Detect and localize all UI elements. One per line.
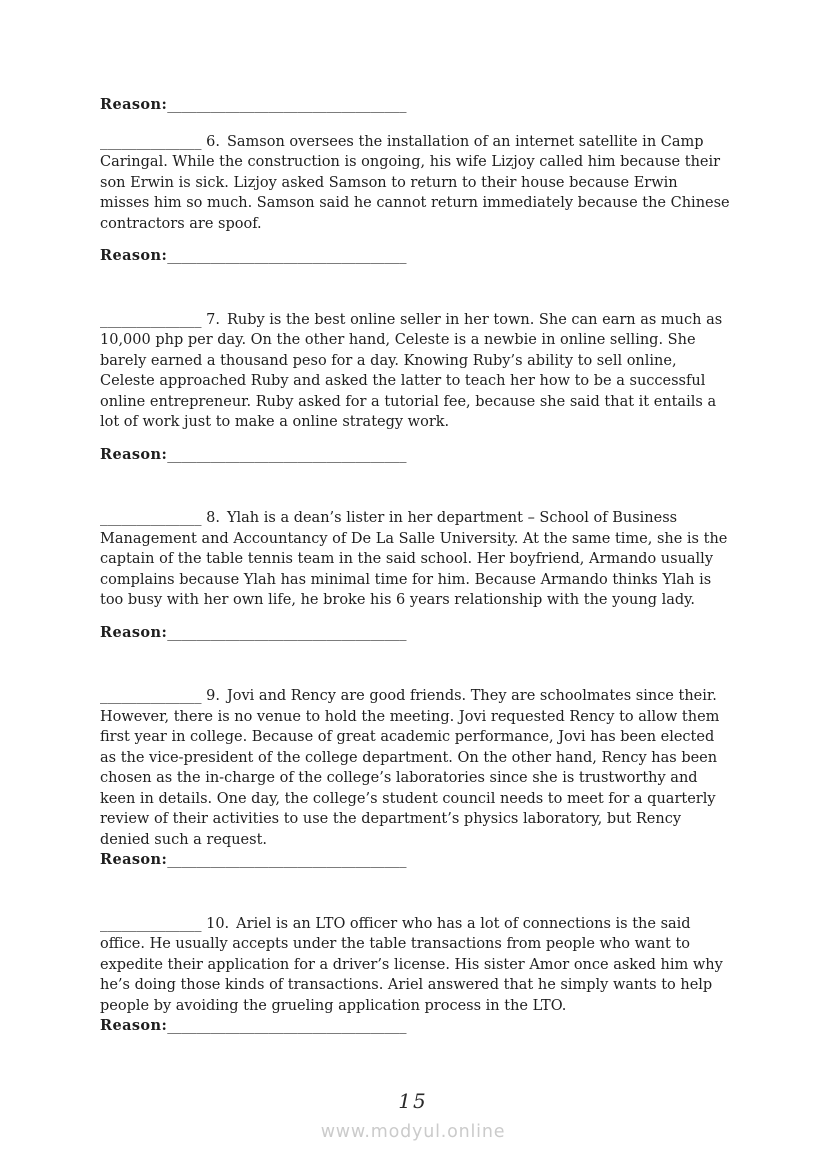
- item-number: 9.: [206, 688, 220, 704]
- item-number: 8.: [206, 510, 220, 526]
- scenario-item-9: [100, 686, 730, 871]
- reason-label: Reason:: [100, 623, 168, 641]
- item-number: 7.: [206, 311, 220, 328]
- scenario-text: Samson oversees the installation of an internet satellite in Camp Caringal. While the construction is ongoing, his wife Lizjoy called him because their son Erwin is sick. Lizjoy asked Samson to return to their house because Erwin misses him so much. Samson said he cannot return immediately because the Chinese contractors are spoof.: [100, 133, 730, 232]
- reason-line: [100, 246, 730, 267]
- answer-blank: ______________: [100, 915, 202, 932]
- answer-blank: ______________: [100, 510, 202, 526]
- reason-label: Reason:: [100, 1017, 168, 1034]
- reason-line: [100, 1016, 730, 1037]
- scenario-text: Ruby is the best online seller in her town. She can earn as much as 10,000 php per day. On the other hand, Celeste is a newbie in online selling. She barely earned a thousand peso for a day. Knowing Ruby’s ability to sell online, Celeste approached Ruby and asked the latter to teach her how to be a successful online entrepreneur. Ruby asked for a tutorial fee, because she said that it entails a lot of work just to make a online strategy work.: [100, 311, 723, 430]
- reason-underline: _________________________________: [167, 446, 407, 463]
- scenario-paragraph: [100, 132, 730, 235]
- scenario-paragraph: [100, 686, 730, 850]
- reason-label: Reason:: [100, 247, 168, 264]
- reason-underline: _________________________________: [167, 248, 407, 264]
- page-footer: [0, 1088, 826, 1143]
- page-number: 15: [398, 1089, 428, 1113]
- scenario-item-6: [100, 132, 730, 267]
- scenario-paragraph: [100, 310, 730, 433]
- scenario-paragraph: [100, 508, 730, 611]
- item-number: 10.: [206, 915, 230, 932]
- scenario-item-8: [100, 508, 730, 643]
- reason-underline: _________________________________: [167, 1018, 407, 1034]
- item-number: 6.: [206, 133, 220, 150]
- reason-underline: _________________________________: [167, 624, 407, 641]
- scenario-paragraph: [100, 914, 730, 1017]
- watermark-text: www.modyul.online: [320, 1122, 506, 1142]
- scenario-item-7: [100, 310, 730, 466]
- reason-underline: _________________________________: [167, 97, 407, 113]
- reason-line: [100, 445, 730, 466]
- answer-blank: ______________: [100, 688, 202, 704]
- scenario-item-10: [100, 914, 730, 1037]
- scenario-text: Ylah is a dean’s lister in her department – School of Business Management and Accountancy of De La Salle University. At the same time, she is the captain of the table tennis team in the said school. Her boyfriend, Armando usually complains because Ylah has minimal time for him. Because Armando thinks Ylah is too busy with her own life, he broke his 6 years relationship with the young lady.: [100, 510, 728, 608]
- reason-underline: _________________________________: [167, 852, 407, 868]
- reason-line-top: [100, 95, 730, 116]
- reason-label: Reason:: [100, 445, 168, 463]
- answer-blank: ______________: [100, 311, 202, 328]
- reason-label: Reason:: [100, 851, 168, 868]
- reason-label: Reason:: [100, 96, 168, 113]
- scenario-text: Jovi and Rency are good friends. They are schoolmates since their. However, there is no venue to hold the meeting. Jovi requested Rency to allow them first year in college. Because of great academic performance, Jovi has been elected as the vice-president of the college department. On the other hand, Rency has been chosen as the in-charge of the college’s laboratories since she is trustworthy and keen in details. One day, the college’s student council needs to meet for a quarterly review of their activities to use the department’s physics laboratory, but Rency denied such a request.: [100, 688, 720, 848]
- reason-line: [100, 623, 730, 644]
- answer-blank: ______________: [100, 133, 202, 150]
- scenario-text: Ariel is an LTO officer who has a lot of connections is the said office. He usually accepts under the table transactions from people who want to expedite their application for a driver’s license. His sister Amor once asked him why he’s doing those kinds of transactions. Ariel answered that he simply wants to help people by avoiding the grueling application process in the LTO.: [100, 915, 723, 1014]
- reason-line: [100, 850, 730, 871]
